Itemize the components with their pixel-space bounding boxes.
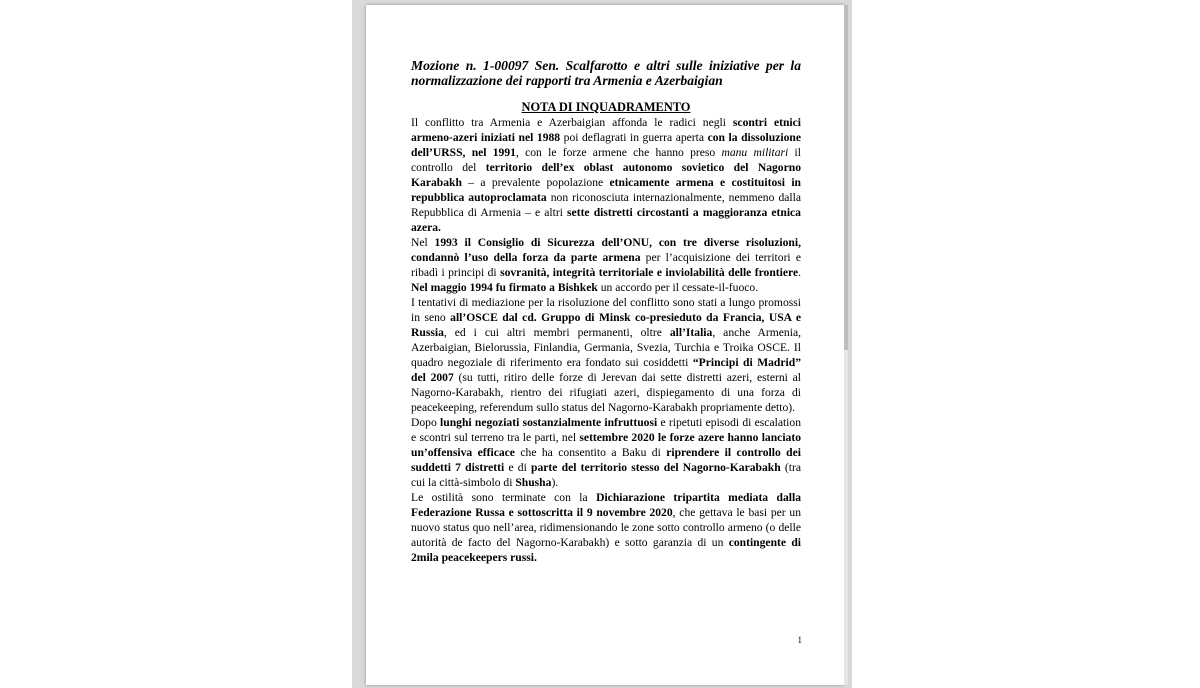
text-run: e ripetuti episodi di escalation e scontri sul terreno tra le parti, nel — [411, 416, 801, 444]
text-run: etnicamente armena e costituitosi in repubblica autoproclamata — [411, 176, 802, 204]
text-run: contingente di 2mila peacekeepers russi. — [411, 536, 801, 564]
text-run: il controllo del — [411, 146, 801, 174]
text-run: “Principi di Madrid” del 2007 — [411, 356, 801, 384]
text-run: all’OSCE dal cd. Gruppo di Minsk co-presieduto da Francia, USA e Russia — [411, 311, 801, 339]
text-run: Dichiarazione tripartita mediata dalla Federazione Russa e sottoscritta il 9 novembre 2020 — [411, 491, 802, 519]
text-run: ). — [551, 476, 559, 489]
paragraph-1 — [411, 115, 801, 235]
text-run: (su tutti, ritiro delle forze di Jerevan dai sette distretti azeri, esterni al Nagorno-Karabakh, rientro dei rifugiati azeri, dispiegamento di una forza di peacekeeping, referendum sullo status del Nagorno-Karabakh propriamente detto). — [411, 371, 801, 414]
document-subtitle: NOTA DI INQUADRAMENTO — [521, 100, 691, 114]
text-run: un accordo per il cessate-il-fuoco. — [597, 281, 759, 294]
text-run: con la dissoluzione dell’URSS, nel 1991 — [411, 131, 801, 159]
text-run: Il conflitto tra Armenia e Azerbaigian affonda le radici negli — [411, 116, 733, 129]
text-run: – a prevalente popolazione — [461, 176, 610, 189]
text-run: , con le forze armene che hanno preso — [515, 146, 722, 159]
text-run: , ed i cui altri membri permanenti, oltre — [443, 326, 670, 339]
paragraph-4 — [411, 415, 801, 490]
text-run: non riconosciuta internazionalmente, nemmeno dalla Repubblica di Armenia – e altri — [411, 191, 801, 219]
text-run: poi deflagrati in guerra aperta — [560, 131, 708, 144]
text-run: . — [798, 266, 802, 279]
text-run: Nel maggio 1994 fu firmato a Bishkek — [411, 281, 598, 294]
page-content — [411, 58, 801, 565]
text-run: settembre 2020 le forze azere hanno lanciato un’offensiva efficace — [411, 431, 801, 459]
text-run: territorio dell’ex oblast autonomo sovietico del Nagorno Karabakh — [411, 161, 801, 189]
text-run: Shusha — [515, 476, 552, 489]
text-run: per l’acquisizione dei territori e ribadì i principi di — [411, 251, 801, 279]
paragraph-3 — [411, 295, 801, 415]
text-run: scontri etnici armeno-azeri iniziati nel 1988 — [411, 116, 801, 144]
document-title: Mozione n. 1-00097 Sen. Scalfarotto e altri sulle iniziative per la normalizzazione dei rapporti tra Armenia e Azerbaigian — [411, 58, 801, 88]
paragraph-2 — [411, 235, 801, 295]
text-run: parte del territorio stesso del Nagorno-Karabakh — [531, 461, 781, 474]
scrollbar-thumb[interactable] — [844, 5, 848, 350]
text-run: 1993 il Consiglio di Sicurezza dell’ONU, con tre diverse risoluzioni, condannò l’uso della forza da parte armena — [411, 236, 801, 264]
text-run: (tra cui la città-simbolo di — [411, 461, 801, 489]
page-number: 1 — [797, 635, 802, 645]
text-run: Le ostilità sono terminate con la — [411, 491, 597, 504]
text-run: , anche Armenia, Azerbaigian, Bielorussia, Finlandia, Germania, Svezia, Turchia e Troika OSCE. Il quadro negoziale di riferimento era fondato sui cosiddetti — [411, 326, 801, 369]
text-run: I tentativi di mediazione per la risoluzione del conflitto sono stati a lungo promossi in seno — [411, 296, 801, 324]
text-run: che ha consentito a Baku di — [514, 446, 667, 459]
text-run: Nel — [411, 236, 435, 249]
paragraph-5 — [411, 490, 801, 565]
text-run: sette distretti circostanti a maggioranza etnica azera. — [411, 206, 801, 234]
text-run: riprendere il controllo dei suddetti 7 distretti — [411, 446, 801, 474]
text-run: manu militari — [721, 146, 789, 159]
text-run: sovranità, integrità territoriale e inviolabilità delle frontiere — [500, 266, 799, 279]
text-run: , che gettava le basi per un nuovo status quo nell’area, ridimensionando le zone sotto controllo armeno (o delle autorità de facto del Nagorno-Karabakh) e sotto garanzia di un — [411, 506, 801, 549]
text-run: Dopo — [411, 416, 441, 429]
text-run: all’Italia — [669, 326, 713, 339]
text-run: e di — [504, 461, 532, 474]
text-run: lunghi negoziati sostanzialmente infruttuosi — [440, 416, 658, 429]
